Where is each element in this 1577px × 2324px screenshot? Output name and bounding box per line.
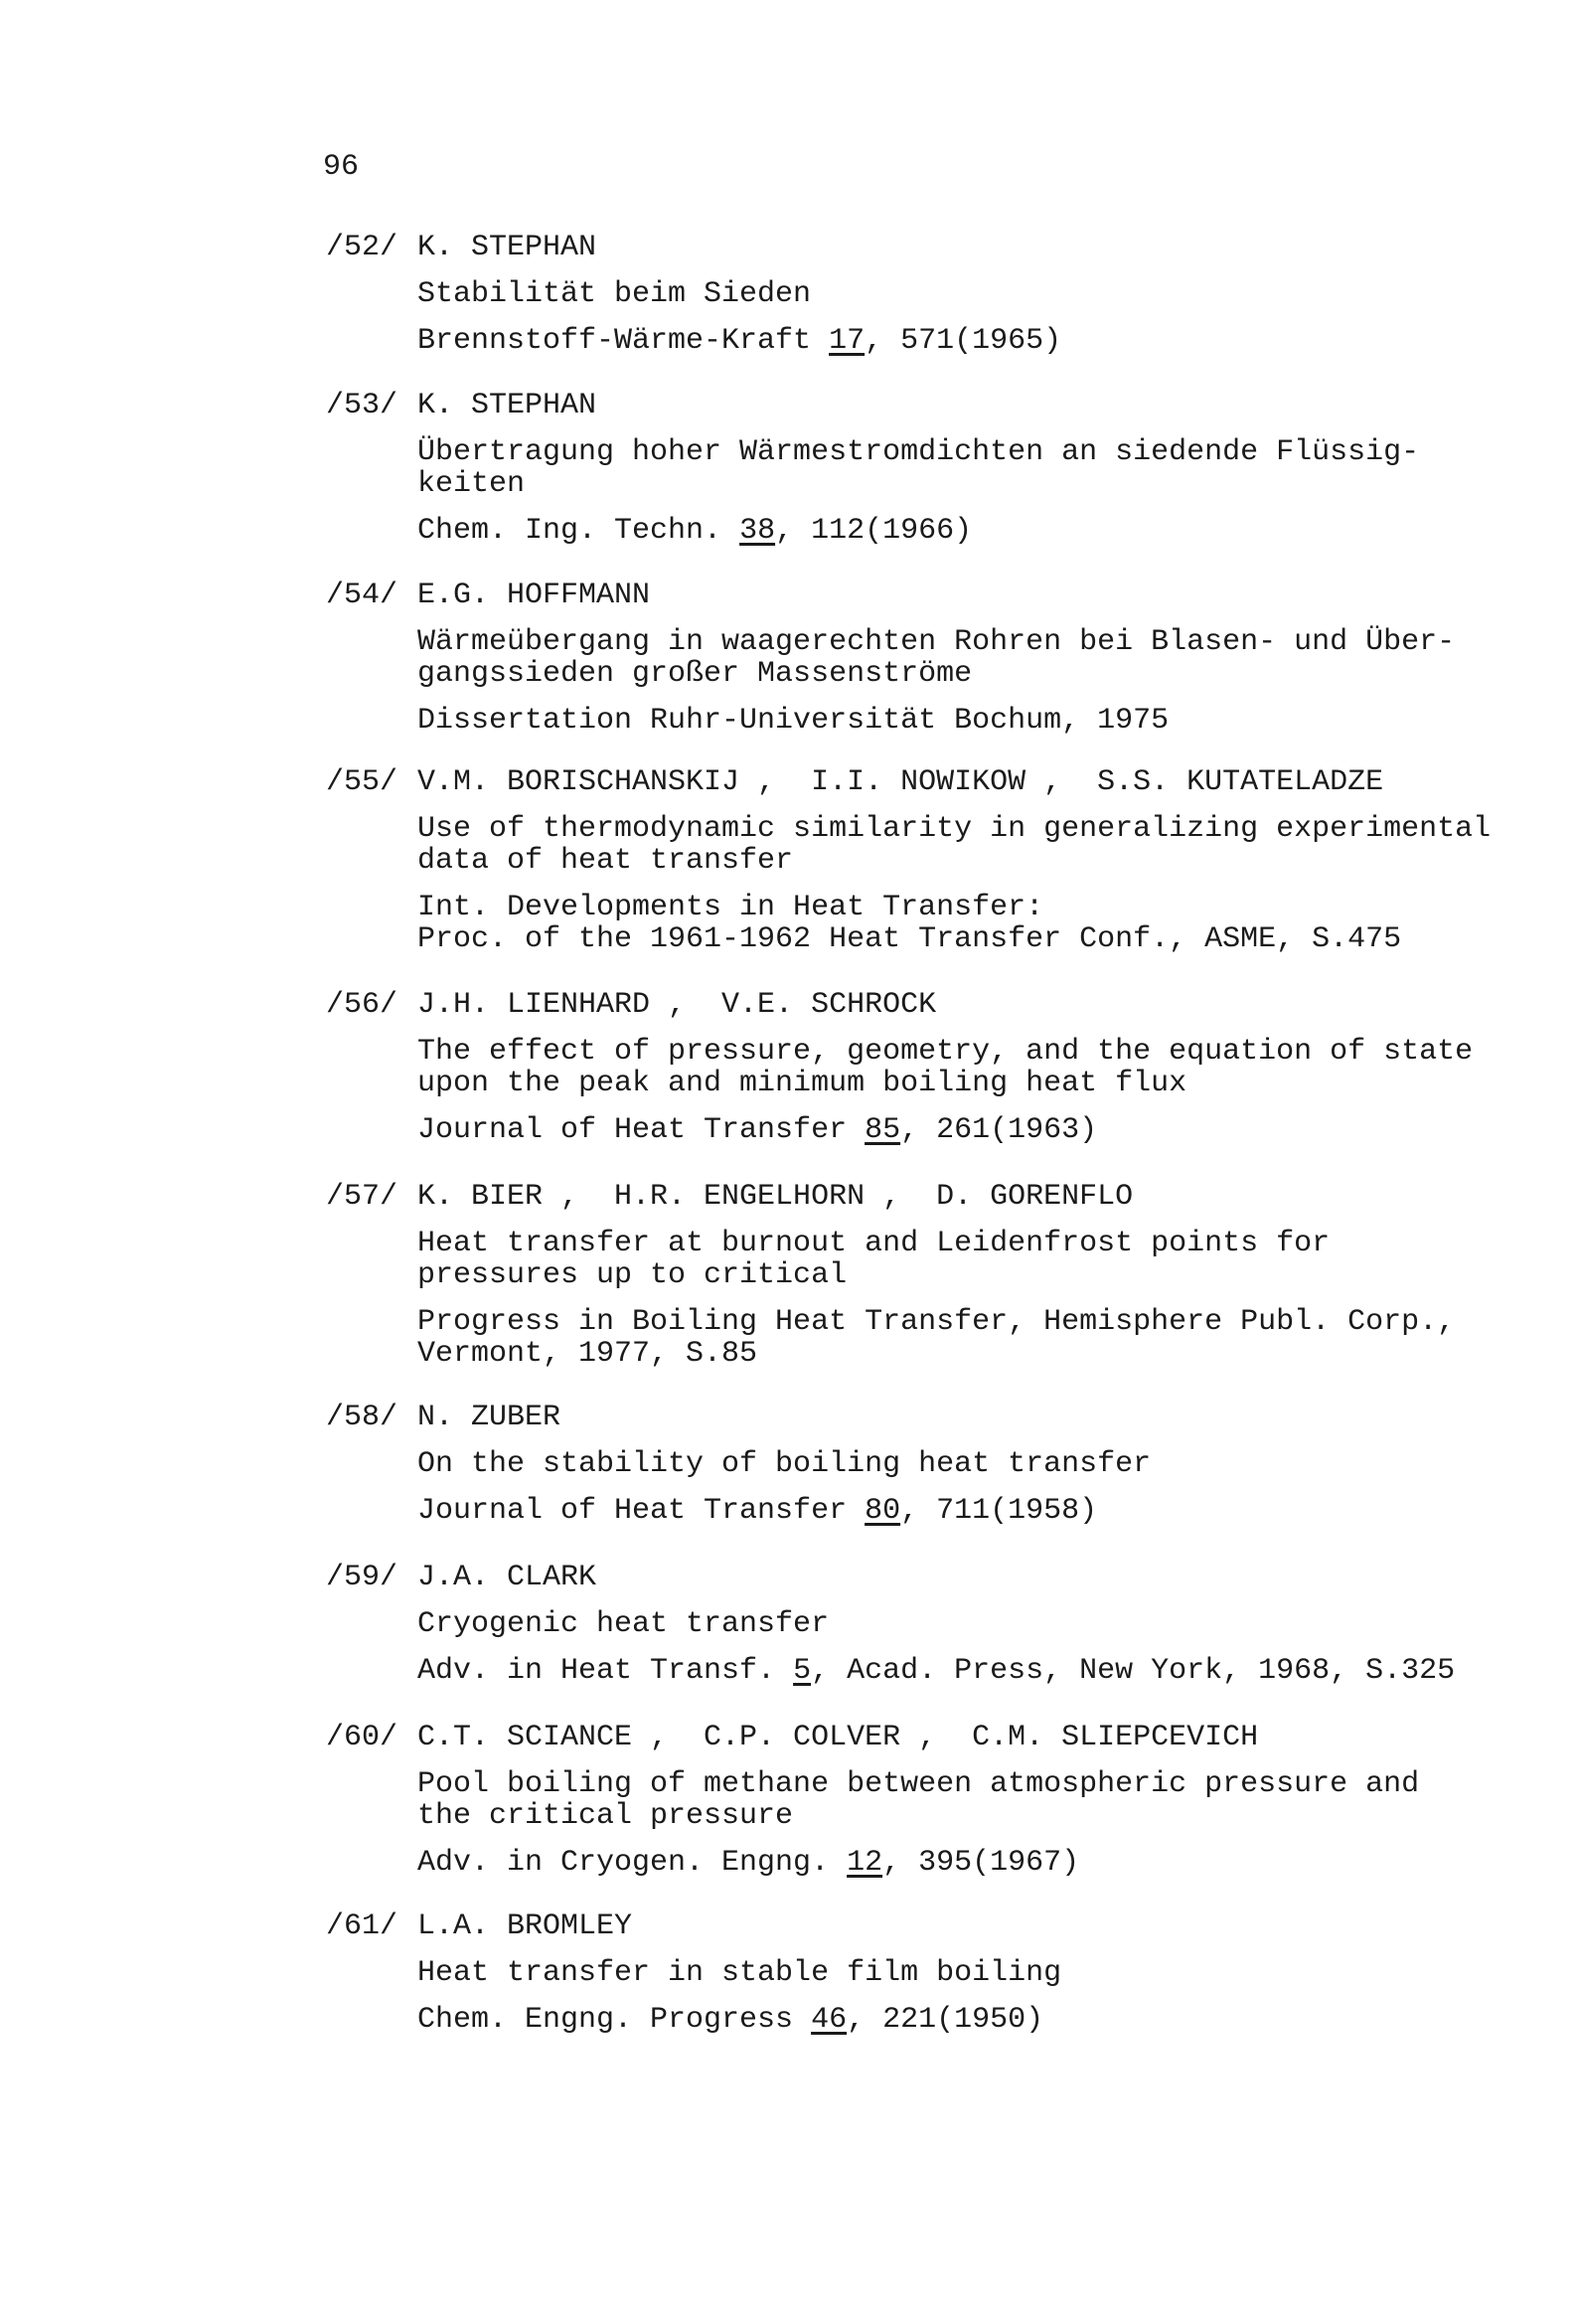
source-block <box>417 325 1560 357</box>
authors-block <box>417 390 1560 421</box>
source-text: Journal of Heat Transfer <box>417 1113 866 1147</box>
title-block <box>417 1768 1560 1832</box>
source-text: , Acad. Press, New York, 1968, S.325 <box>811 1654 1456 1688</box>
source-text: Progress in Boiling Heat Transfer, Hemisphere Publ. Corp., <box>417 1305 1456 1339</box>
source-block <box>417 892 1560 955</box>
reference-authors: K. STEPHAN <box>417 231 597 264</box>
reference-title-line: upon the peak and minimum boiling heat flux <box>417 1067 1187 1100</box>
volume-number: 85 <box>865 1113 901 1147</box>
reference-source-line <box>417 923 1560 955</box>
reference-title-line: Heat transfer at burnout and Leidenfrost points for <box>417 1227 1331 1260</box>
reference-source-line <box>417 325 1560 357</box>
reference-title-line: keiten <box>417 467 526 501</box>
source-text: Journal of Heat Transfer <box>417 1494 866 1528</box>
reference-number: /61/ <box>326 1909 398 1943</box>
title-block <box>417 1957 1560 1989</box>
volume-number: 80 <box>865 1494 901 1528</box>
authors-block <box>417 1402 1560 1433</box>
volume-number: 5 <box>793 1654 812 1688</box>
title-block <box>417 1036 1560 1099</box>
source-text: , 571(1965) <box>865 324 1062 358</box>
reference-source-line <box>417 705 1560 737</box>
source-text: , 261(1963) <box>900 1113 1098 1147</box>
reference-authors: L.A. BROMLEY <box>417 1909 633 1943</box>
reference-body <box>417 1910 1560 2036</box>
reference-source-line <box>417 1847 1560 1879</box>
source-text: , 112(1966) <box>775 514 973 548</box>
reference-title-line: On the stability of boiling heat transfer <box>417 1447 1152 1481</box>
reference-number: /53/ <box>326 389 398 422</box>
title-block <box>417 1228 1560 1291</box>
reference-title-line: Stabilität beim Sieden <box>417 277 812 311</box>
source-block <box>417 1847 1560 1879</box>
source-text: Proc. of the 1961-1962 Heat Transfer Conf., ASME, S.475 <box>417 922 1402 956</box>
reference-number: /60/ <box>326 1721 398 1754</box>
reference-body <box>417 390 1560 547</box>
source-text: Adv. in Cryogen. Engng. <box>417 1846 848 1880</box>
volume-number: 17 <box>829 324 866 358</box>
reference-number: /57/ <box>326 1180 398 1214</box>
reference-body <box>417 989 1560 1146</box>
title-block <box>417 436 1560 500</box>
authors-block <box>417 989 1560 1021</box>
reference-number: /59/ <box>326 1561 398 1594</box>
volume-number: 12 <box>847 1846 883 1880</box>
source-text: , 395(1967) <box>882 1846 1080 1880</box>
source-block <box>417 2004 1560 2036</box>
reference-title-line: pressures up to critical <box>417 1258 848 1292</box>
source-text: Chem. Ing. Techn. <box>417 514 740 548</box>
reference-body <box>417 1722 1560 1879</box>
source-block <box>417 515 1560 547</box>
reference-title-line: Use of thermodynamic similarity in generalizing experimental <box>417 812 1492 846</box>
source-block <box>417 1114 1560 1146</box>
volume-number: 46 <box>811 2003 848 2037</box>
reference-authors: K. BIER , H.R. ENGELHORN , D. GORENFLO <box>417 1180 1134 1214</box>
reference-source-line <box>417 2004 1560 2036</box>
title-block <box>417 1448 1560 1480</box>
authors-block <box>417 1722 1560 1753</box>
authors-block <box>417 766 1560 798</box>
authors-block <box>417 1562 1560 1593</box>
reference-body <box>417 232 1560 357</box>
reference-body <box>417 766 1560 955</box>
source-block <box>417 1495 1560 1527</box>
volume-number: 38 <box>739 514 776 548</box>
reference-authors: V.M. BORISCHANSKIJ , I.I. NOWIKOW , S.S. KUTATELADZE <box>417 765 1384 799</box>
source-text: , 221(1950) <box>847 2003 1044 2037</box>
authors-block <box>417 580 1560 611</box>
reference-authors: C.T. SCIANCE , C.P. COLVER , C.M. SLIEPCEVICH <box>417 1721 1259 1754</box>
reference-number: /52/ <box>326 231 398 264</box>
reference-authors: K. STEPHAN <box>417 389 597 422</box>
reference-source-line <box>417 1338 1560 1370</box>
reference-title-line: the critical pressure <box>417 1799 794 1833</box>
source-text: Int. Developments in Heat Transfer: <box>417 891 1044 924</box>
reference-body <box>417 1181 1560 1370</box>
reference-source-line <box>417 1114 1560 1146</box>
reference-authors: J.A. CLARK <box>417 1561 597 1594</box>
reference-source-line <box>417 515 1560 547</box>
title-block <box>417 813 1560 877</box>
reference-body <box>417 1402 1560 1527</box>
reference-body <box>417 580 1560 737</box>
source-block <box>417 1655 1560 1687</box>
source-block <box>417 1306 1560 1370</box>
title-block <box>417 1608 1560 1640</box>
reference-authors: N. ZUBER <box>417 1401 561 1434</box>
reference-number: /55/ <box>326 765 398 799</box>
reference-authors: E.G. HOFFMANN <box>417 579 651 612</box>
source-text: Dissertation Ruhr-Universität Bochum, 1975 <box>417 704 1170 738</box>
source-block <box>417 705 1560 737</box>
authors-block <box>417 1910 1560 1942</box>
reference-authors: J.H. LIENHARD , V.E. SCHROCK <box>417 988 937 1022</box>
reference-source-line <box>417 892 1560 923</box>
reference-title-line: Übertragung hoher Wärmestromdichten an siedende Flüssig- <box>417 435 1420 469</box>
page-number: 96 <box>323 150 360 184</box>
reference-body <box>417 1562 1560 1687</box>
reference-title-line: Heat transfer in stable film boiling <box>417 1956 1062 1990</box>
reference-title-line: Wärmeübergang in waagerechten Rohren bei Blasen- und Über- <box>417 625 1456 659</box>
reference-number: /58/ <box>326 1401 398 1434</box>
reference-title-line: gangssieden großer Massenströme <box>417 657 973 691</box>
reference-title-line: Pool boiling of methane between atmospheric pressure and <box>417 1767 1420 1801</box>
reference-number: /56/ <box>326 988 398 1022</box>
reference-title-line: The effect of pressure, geometry, and the equation of state <box>417 1035 1474 1069</box>
reference-title-line: Cryogenic heat transfer <box>417 1607 830 1641</box>
source-text: , 711(1958) <box>900 1494 1098 1528</box>
source-text: Adv. in Heat Transf. <box>417 1654 794 1688</box>
reference-source-line <box>417 1306 1560 1338</box>
authors-block <box>417 1181 1560 1213</box>
title-block <box>417 626 1560 690</box>
reference-source-line <box>417 1495 1560 1527</box>
reference-title-line: data of heat transfer <box>417 844 794 878</box>
source-text: Brennstoff-Wärme-Kraft <box>417 324 830 358</box>
reference-number: /54/ <box>326 579 398 612</box>
source-text: Vermont, 1977, S.85 <box>417 1337 758 1371</box>
authors-block <box>417 232 1560 263</box>
source-text: Chem. Engng. Progress <box>417 2003 812 2037</box>
title-block <box>417 278 1560 310</box>
reference-source-line <box>417 1655 1560 1687</box>
